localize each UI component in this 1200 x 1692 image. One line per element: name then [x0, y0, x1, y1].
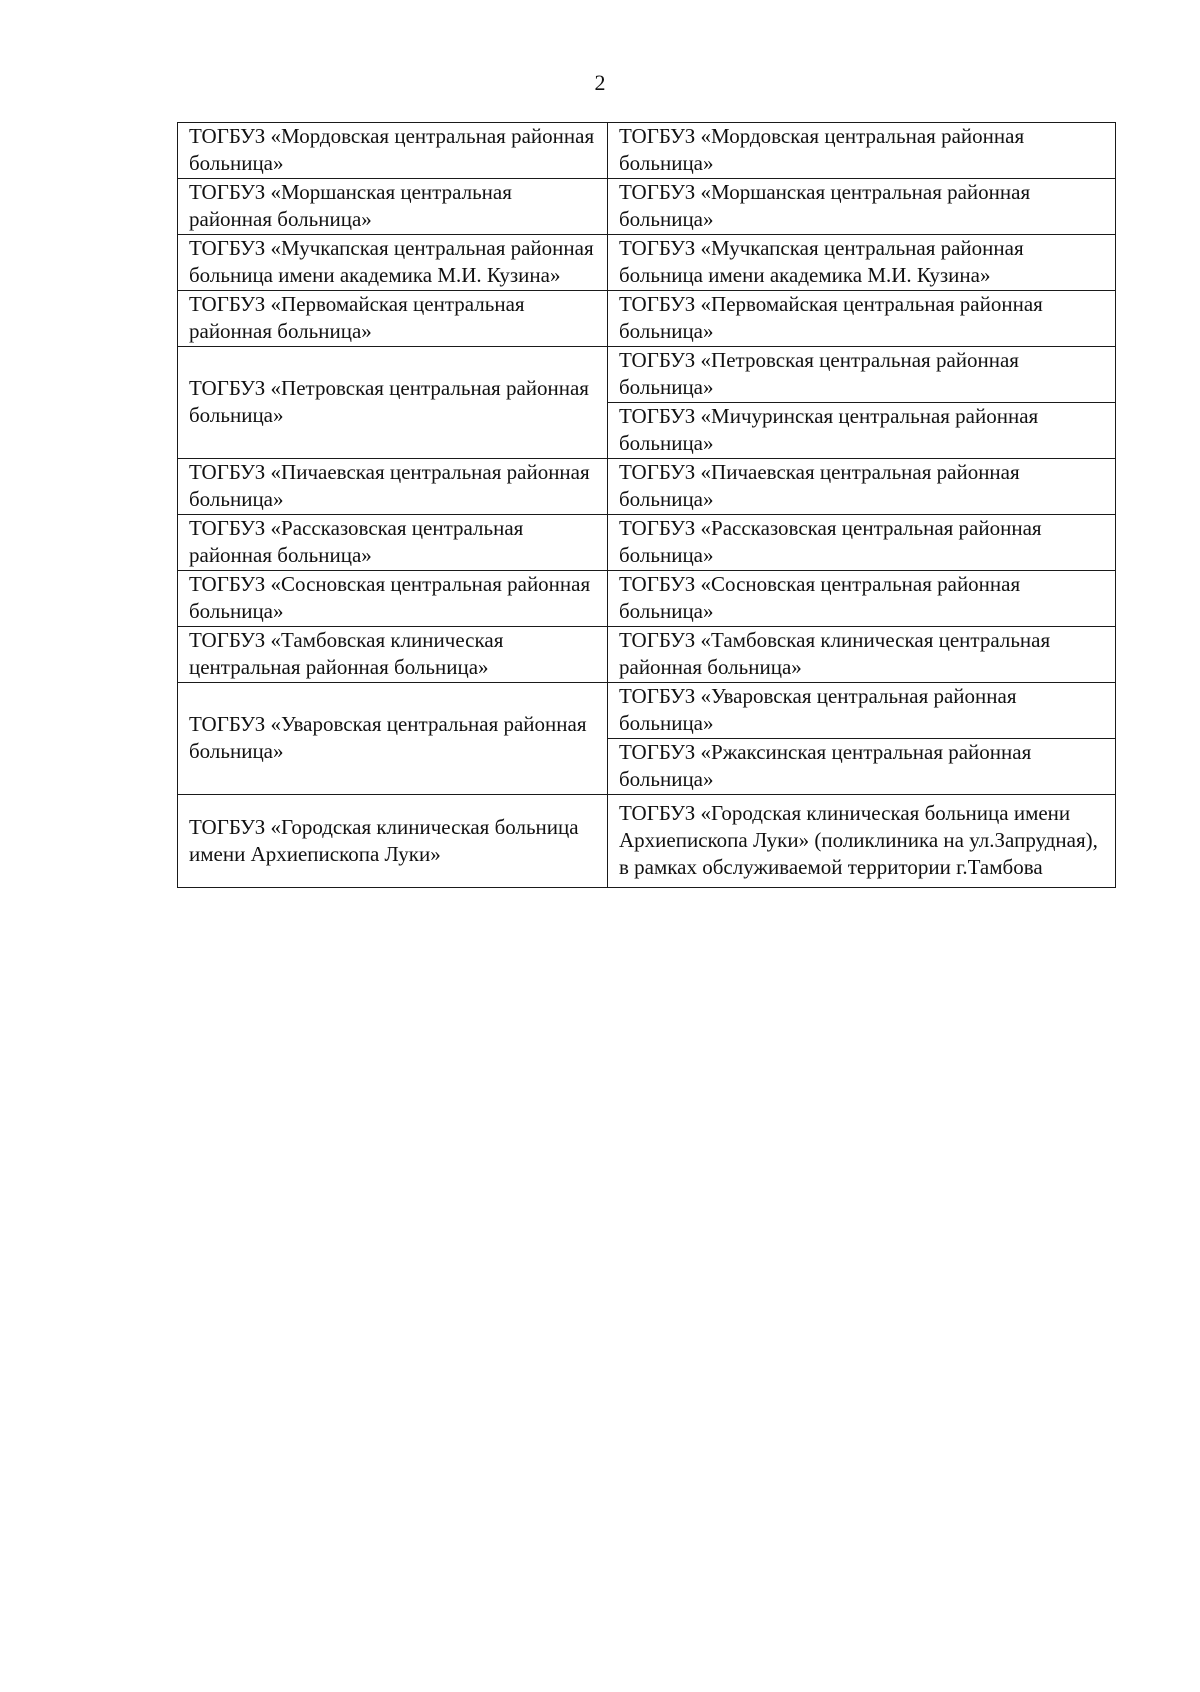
left-cell: ТОГБУЗ «Рассказовская центральная районная больница»	[178, 515, 608, 571]
table-row	[178, 795, 1116, 888]
table-row	[178, 123, 1116, 179]
table-row	[178, 571, 1116, 627]
left-cell: ТОГБУЗ «Мордовская центральная районная больница»	[178, 123, 608, 179]
table-row	[178, 235, 1116, 291]
left-cell: ТОГБУЗ «Моршанская центральная районная больница»	[178, 179, 608, 235]
right-cell: ТОГБУЗ «Городская клиническая больница имени Архиепископа Луки» (поликлиника на ул.Запрудная), в рамках обслуживаемой территории г.Тамбова	[608, 795, 1116, 888]
right-cell: ТОГБУЗ «Пичаевская центральная районная больница»	[608, 459, 1116, 515]
right-cell: ТОГБУЗ «Сосновская центральная районная больница»	[608, 571, 1116, 627]
left-cell: ТОГБУЗ «Уваровская центральная районная больница»	[178, 683, 608, 795]
left-cell: ТОГБУЗ «Мучкапская центральная районная больница имени академика М.И. Кузина»	[178, 235, 608, 291]
left-cell: ТОГБУЗ «Пичаевская центральная районная больница»	[178, 459, 608, 515]
left-cell: ТОГБУЗ «Первомайская центральная районная больница»	[178, 291, 608, 347]
table-row	[178, 179, 1116, 235]
page-number: 2	[594, 70, 606, 95]
left-cell: ТОГБУЗ «Городская клиническая больница имени Архиепископа Луки»	[178, 795, 608, 888]
right-cell: ТОГБУЗ «Мордовская центральная районная больница»	[608, 123, 1116, 179]
right-cell: ТОГБУЗ «Первомайская центральная районная больница»	[608, 291, 1116, 347]
hospital-mapping-table	[177, 122, 1116, 888]
right-cell: ТОГБУЗ «Моршанская центральная районная больница»	[608, 179, 1116, 235]
right-cell: ТОГБУЗ «Уваровская центральная районная больница»	[608, 683, 1116, 739]
right-cell: ТОГБУЗ «Рассказовская центральная районная больница»	[608, 515, 1116, 571]
right-cell: ТОГБУЗ «Мичуринская центральная районная больница»	[608, 403, 1116, 459]
right-cell: ТОГБУЗ «Ржаксинская центральная районная больница»	[608, 739, 1116, 795]
left-cell: ТОГБУЗ «Петровская центральная районная больница»	[178, 347, 608, 459]
table-row	[178, 347, 1116, 403]
table-row	[178, 459, 1116, 515]
table-row	[178, 683, 1116, 739]
table-row	[178, 515, 1116, 571]
table-row	[178, 291, 1116, 347]
right-cell: ТОГБУЗ «Мучкапская центральная районная больница имени академика М.И. Кузина»	[608, 235, 1116, 291]
table-row	[178, 627, 1116, 683]
right-cell: ТОГБУЗ «Тамбовская клиническая центральная районная больница»	[608, 627, 1116, 683]
left-cell: ТОГБУЗ «Сосновская центральная районная больница»	[178, 571, 608, 627]
right-cell: ТОГБУЗ «Петровская центральная районная больница»	[608, 347, 1116, 403]
left-cell: ТОГБУЗ «Тамбовская клиническая центральная районная больница»	[178, 627, 608, 683]
